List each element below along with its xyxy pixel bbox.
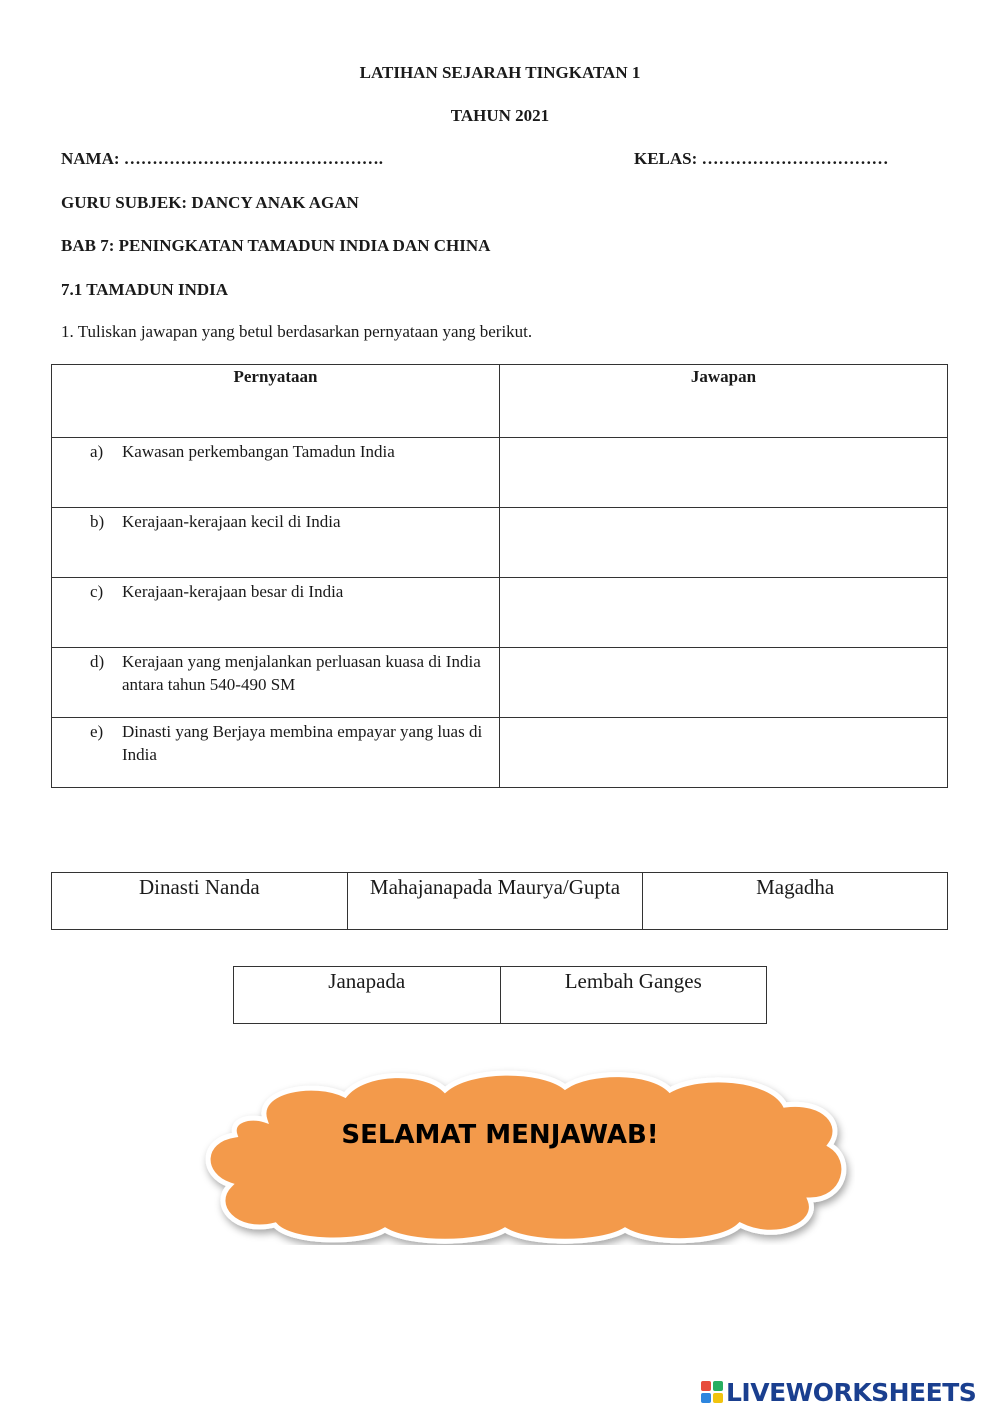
closing-message: SELAMAT MENJAWAB! xyxy=(341,1120,659,1150)
table-row xyxy=(52,648,948,718)
answer-option[interactable]: Lembah Ganges xyxy=(500,967,767,1024)
section-title: 7.1 TAMADUN INDIA xyxy=(61,280,229,299)
statement-cell xyxy=(52,508,500,578)
worksheet-title: LATIHAN SEJARAH TINGKATAN 1 xyxy=(359,63,641,82)
row-letter: d) xyxy=(90,652,105,671)
row-letter: b) xyxy=(90,512,105,531)
column-header-answer: Jawapan xyxy=(500,365,948,438)
statement-cell xyxy=(52,648,500,718)
class-field[interactable]: KELAS: …………………………… xyxy=(634,149,889,168)
statement-text: Kerajaan yang menjalankan perluasan kuasa di India antara tahun 540-490 SM xyxy=(122,652,481,694)
chapter-title: BAB 7: PENINGKATAN TAMADUN INDIA DAN CHINA xyxy=(61,236,491,255)
answer-cell[interactable] xyxy=(500,438,948,508)
statement-cell xyxy=(52,438,500,508)
table-row xyxy=(52,578,948,648)
statement-text: Kerajaan-kerajaan besar di India xyxy=(122,582,344,601)
table-row xyxy=(52,438,948,508)
brand-name: LIVEWORKSHEETS xyxy=(726,1377,977,1407)
instruction-text: 1. Tuliskan jawapan yang betul berdasarkan pernyataan yang berikut. xyxy=(61,322,533,341)
row-letter: a) xyxy=(90,442,104,461)
liveworksheets-icon xyxy=(700,1380,724,1404)
teacher-line: GURU SUBJEK: DANCY ANAK AGAN xyxy=(61,193,359,212)
column-header-statement: Pernyataan xyxy=(52,365,500,438)
answer-cell[interactable] xyxy=(500,648,948,718)
statement-text: Kawasan perkembangan Tamadun India xyxy=(122,442,395,461)
answer-option[interactable]: Magadha xyxy=(643,873,948,930)
worksheet-year: TAHUN 2021 xyxy=(450,106,550,125)
answer-option[interactable]: Dinasti Nanda xyxy=(52,873,348,930)
statement-cell xyxy=(52,718,500,788)
row-letter: e) xyxy=(90,722,104,741)
statement-text: Kerajaan-kerajaan kecil di India xyxy=(122,512,341,531)
statement-cell xyxy=(52,578,500,648)
question-table xyxy=(51,364,948,788)
answer-options-row-1 xyxy=(51,872,948,930)
table-header-row xyxy=(52,365,948,438)
answer-option[interactable]: Mahajanapada Maurya/Gupta xyxy=(347,873,643,930)
liveworksheets-logo[interactable] xyxy=(700,1378,976,1406)
answer-cell[interactable] xyxy=(500,508,948,578)
statement-text: Dinasti yang Berjaya membina empayar yang luas di India xyxy=(122,722,483,764)
row-letter: c) xyxy=(90,582,104,601)
answer-options-row-2 xyxy=(233,966,767,1024)
answer-cell[interactable] xyxy=(500,718,948,788)
name-field[interactable]: NAMA: ………………………………………. xyxy=(61,149,384,168)
answer-option[interactable]: Janapada xyxy=(234,967,501,1024)
answer-cell[interactable] xyxy=(500,578,948,648)
table-row xyxy=(52,508,948,578)
cloud-shape xyxy=(195,1065,855,1245)
table-row xyxy=(52,718,948,788)
